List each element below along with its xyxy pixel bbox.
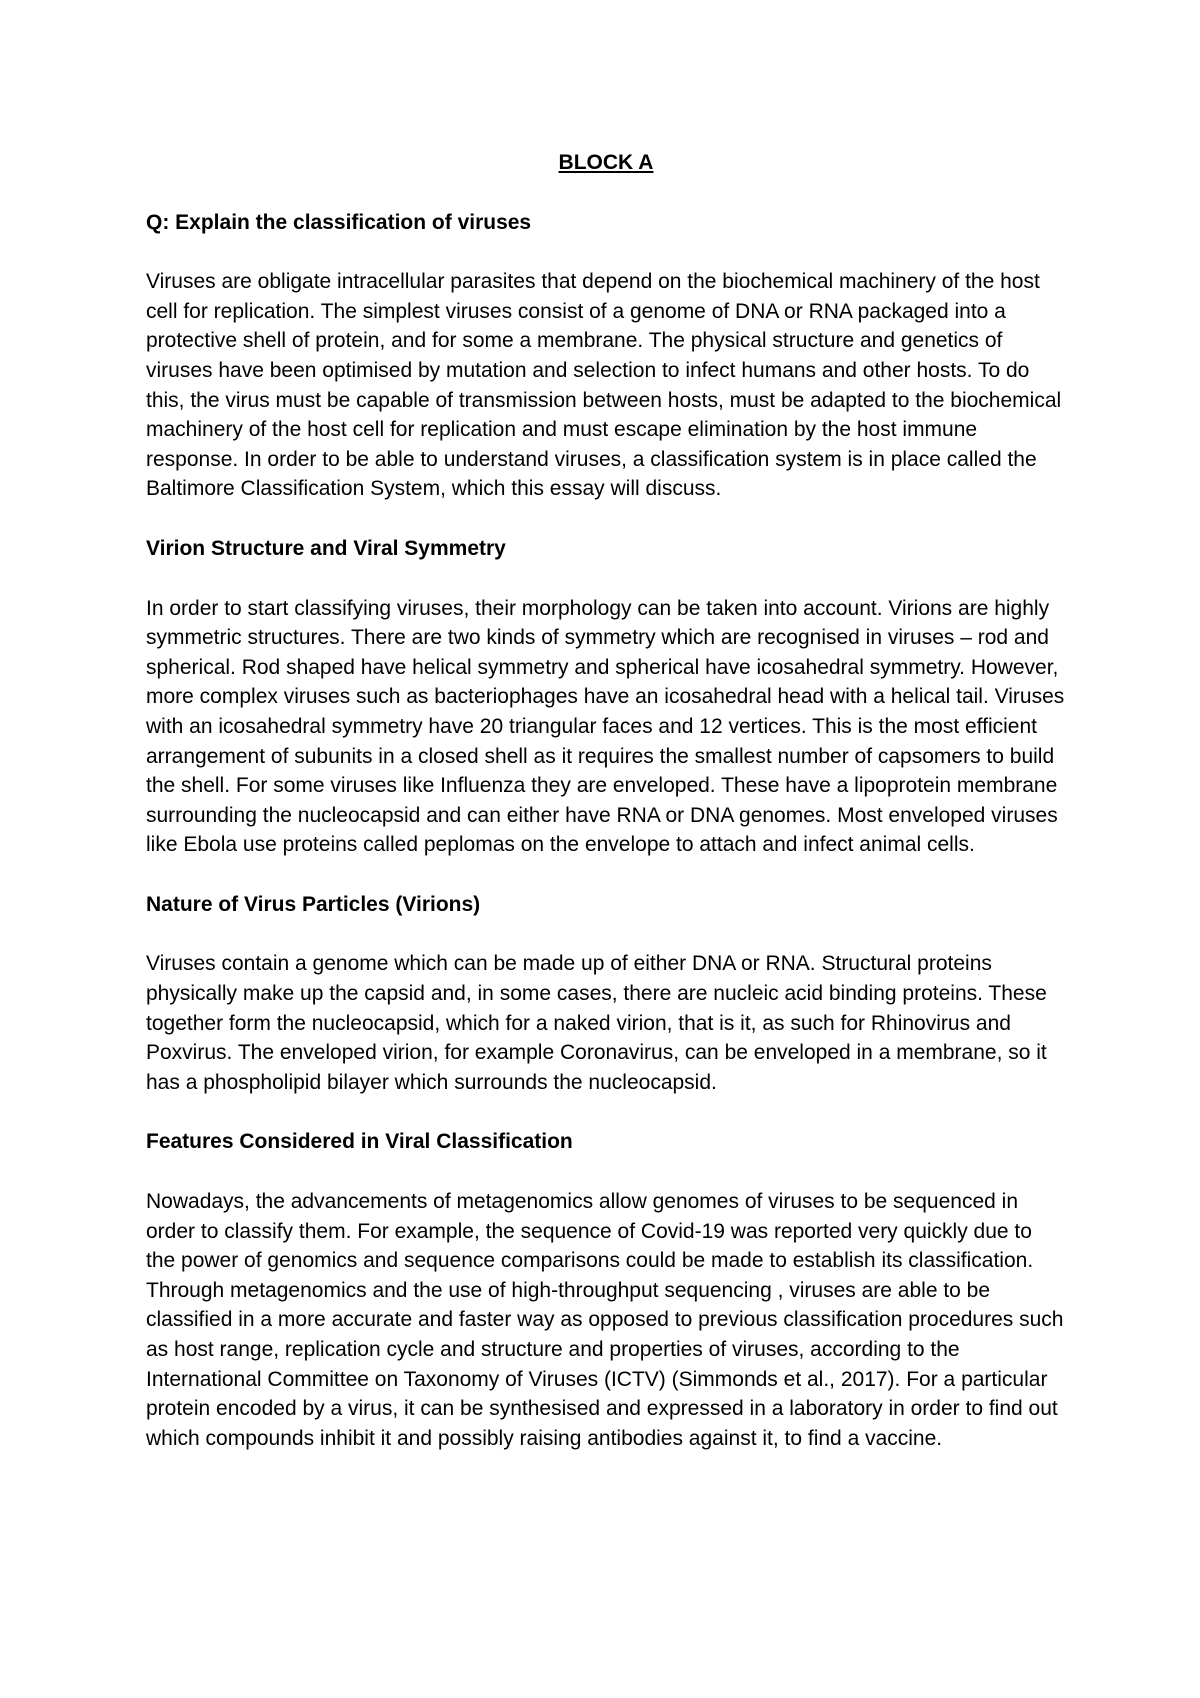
section-heading-virion-structure: Virion Structure and Viral Symmetry [146,536,506,560]
document-content [146,148,1066,1483]
question-heading: Q: Explain the classification of viruses [146,210,532,234]
section-body-virion-structure: In order to start classifying viruses, their morphology can be taken into account. Virions are highly symmetric structures. There are two kinds of symmetry which are recognised in viruses – rod and spherical. Rod shaped have helical symmetry and spherical have icosahedral symmetry. However, more complex viruses such as bacteriophages have an icosahedral head with a helical tail. Viruses with an icosahedral symmetry have 20 triangular faces and 12 vertices. This is the most efficient arrangement of subunits in a closed shell as it requires the smallest number of capsomers to build the shell. For some viruses like Influenza they are enveloped. These have a lipoprotein membrane surrounding the nucleocapsid and can either have RNA or DNA genomes. Most enveloped viruses like Ebola use proteins called peplomas on the envelope to attach and infect animal cells. [146,596,1065,857]
section-heading-nature-of-virions: Nature of Virus Particles (Virions) [146,892,481,916]
section-body-classification-features: Nowadays, the advancements of metagenomics allow genomes of viruses to be sequenced in order to classify them. For example, the sequence of Covid-19 was reported very quickly due to the power of genomics and sequence comparisons could be made to establish its classification. Through metagenomics and the use of high-throughput sequencing , viruses are able to be classified in a more accurate and faster way as opposed to previous classification procedures such as host range, replication cycle and structure and properties of viruses, according to the International Committee on Taxonomy of Viruses (ICTV) (Simmonds et al., 2017). For a particular protein encoded by a virus, it can be synthesised and expressed in a laboratory in order to find out which compounds inhibit it and possibly raising antibodies against it, to find a vaccine. [146,1190,1064,1450]
section-body-nature-of-virions: Viruses contain a genome which can be made up of either DNA or RNA. Structural proteins physically make up the capsid and, in some cases, there are nucleic acid binding proteins. These together form the nucleocapsid, which for a naked virion, that is it, as such for Rhinovirus and Poxvirus. The enveloped virion, for example Coronavirus, can be enveloped in a membrane, so it has a phospholipid bilayer which surrounds the nucleocapsid. [146,952,1047,1094]
section-heading-classification-features: Features Considered in Viral Classification [146,1130,573,1154]
intro-paragraph: Viruses are obligate intracellular parasites that depend on the biochemical machinery of the host cell for replication. The simplest viruses consist of a genome of DNA or RNA packaged into a protective shell of protein, and for some a membrane. The physical structure and genetics of viruses have been optimised by mutation and selection to infect humans and other hosts. To do this, the virus must be capable of transmission between hosts, must be adapted to the biochemical machinery of the host cell for replication and must escape elimination by the host immune response. In order to be able to understand viruses, a classification system is in place called the Baltimore Classification System, which this essay will discuss. [146,270,1062,501]
block-title: BLOCK A [558,151,654,174]
